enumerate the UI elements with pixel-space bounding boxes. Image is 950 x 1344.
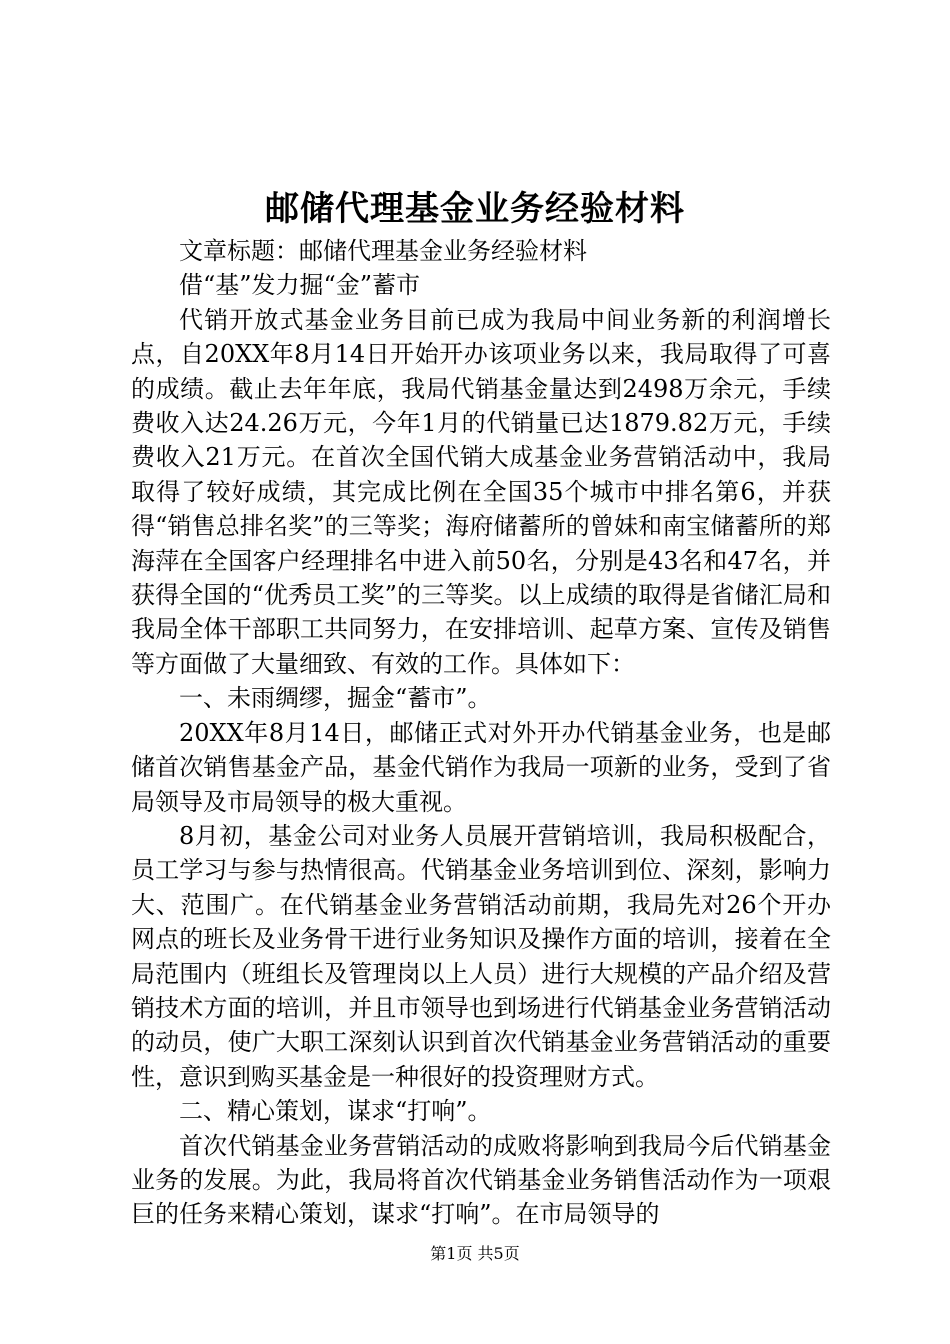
- intro-paragraph: 代销开放式基金业务目前已成为我局中间业务新的利润增长点，自20XX年8月14日开始开办该项业务以来，我局取得了可喜的成绩。截止去年年底，我局代销基金量达到2498万余元，手续费收入达24.26万元，今年1月的代销量已达1879.82万元，手续费收入21万元。在首次全国代销大成基金业务营销活动中，我局取得了较好成绩，其完成比例在全国35个城市中排名第6，并获得“销售总排名奖”的三等奖；海府储蓄所的曾妹和南宝储蓄所的郑海萍在全国客户经理排名中进入前50名，分别是43名和47名，并获得全国的“优秀员工奖”的三等奖。以上成绩的取得是省储汇局和我局全体干部职工共同努力，在安排培训、起草方案、宣传及销售等方面做了大量细致、有效的工作。具体如下：: [131, 305, 831, 678]
- body-paragraph: 20XX年8月14日，邮储正式对外开办代销基金业务，也是邮储首次销售基金产品，基金代销作为我局一项新的业务，受到了省局领导及市局领导的极大重视。: [131, 718, 831, 816]
- document-title: 邮储代理基金业务经验材料: [265, 189, 685, 229]
- body-paragraph: 首次代销基金业务营销活动的成败将影响到我局今后代销基金业务的发展。为此，我局将首次代销基金业务销售活动作为一项艰巨的任务来精心策划，谋求“打响”。在市局领导的: [131, 1131, 831, 1229]
- document-body: [131, 234, 831, 1232]
- section-heading-2: 二、精心策划，谋求“打响”。: [179, 1097, 492, 1126]
- page-number: 第1页 共5页: [430, 1244, 520, 1263]
- subtitle-line: 借“基”发力掘“金”蓄市: [179, 271, 421, 300]
- body-paragraph: 8月初，基金公司对业务人员展开营销培训，我局积极配合，员工学习与参与热情很高。代销基金业务培训到位、深刻，影响力大、范围广。在代销基金业务营销活动前期，我局先对26个开办网点的班长及业务骨干进行业务知识及操作方面的培训，接着在全局范围内（班组长及管理岗以上人员）进行大规模的产品介绍及营销技术方面的培训，并且市领导也到场进行代销基金业务营销活动的动员，使广大职工深刻认识到首次代销基金业务营销活动的重要性，意识到购买基金是一种很好的投资理财方式。: [131, 821, 831, 1091]
- article-title-line: 文章标题：邮储代理基金业务经验材料: [179, 237, 587, 265]
- section-heading-1: 一、未雨绸缪，掘金“蓄市”。: [179, 684, 492, 713]
